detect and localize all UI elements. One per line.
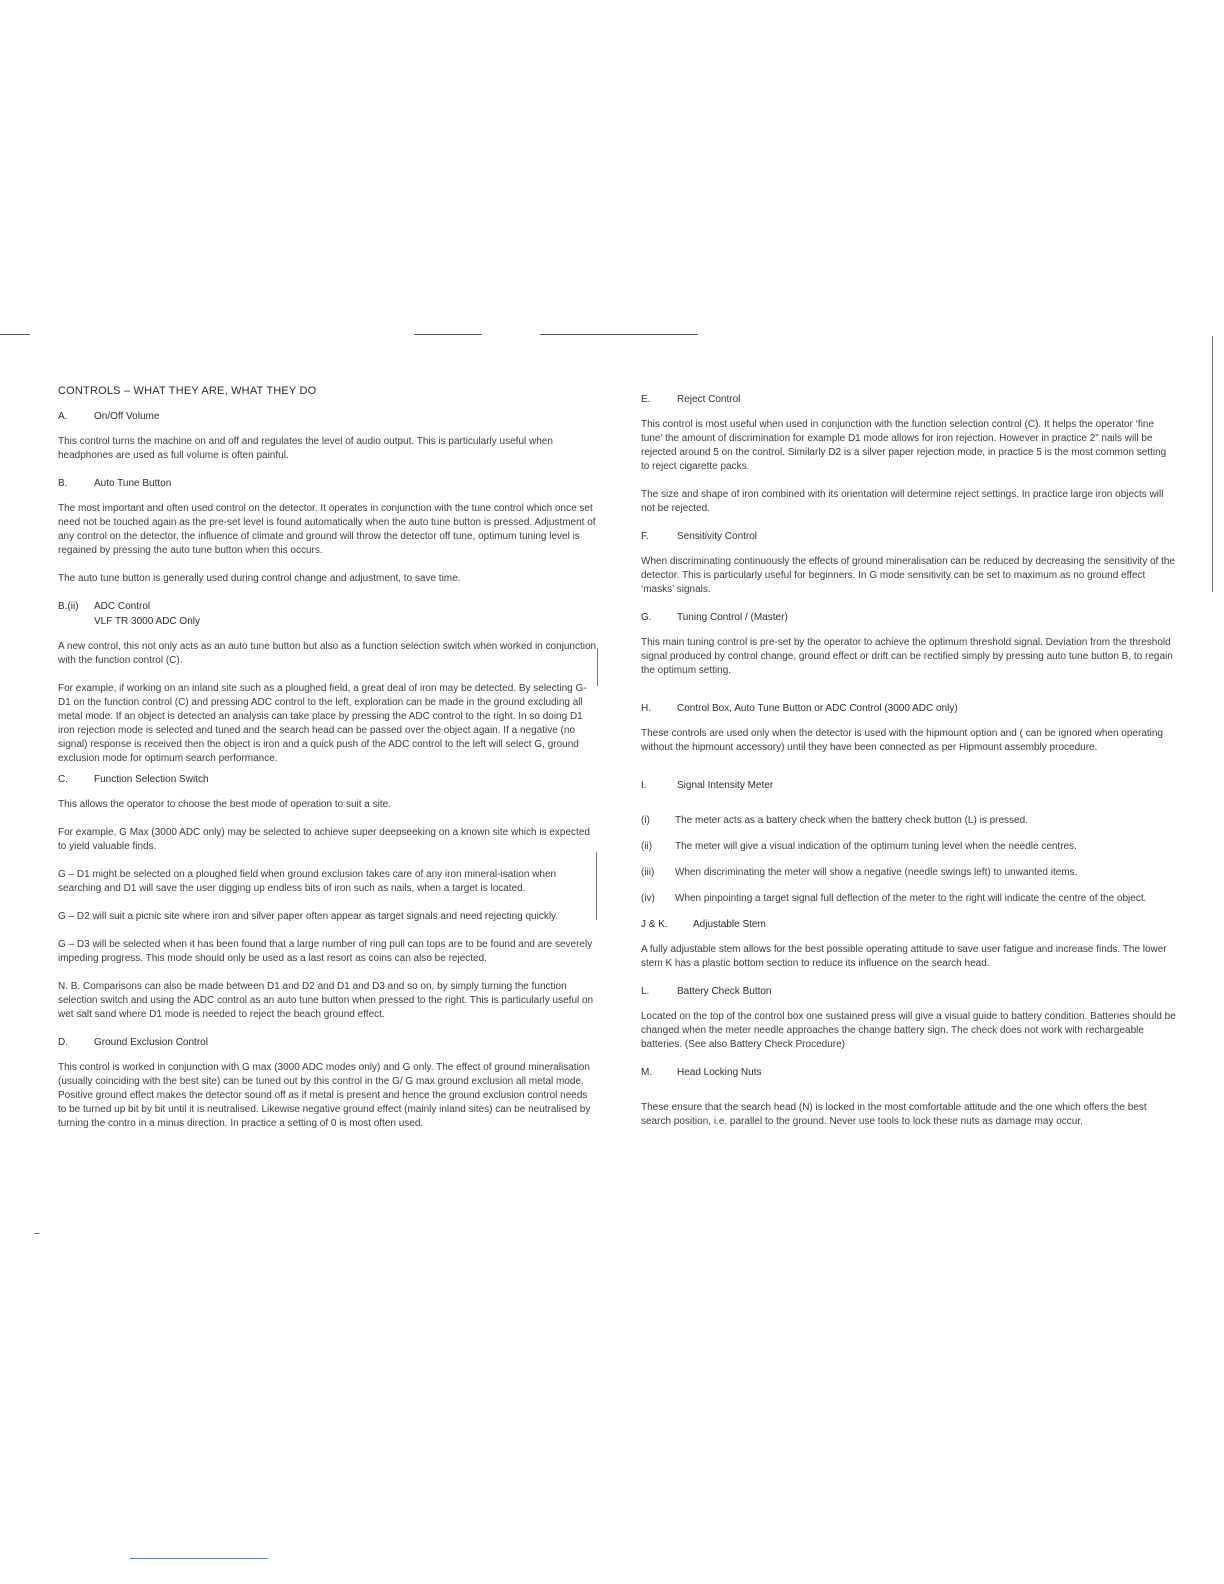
section-jk-label: J & K. <box>641 919 668 930</box>
meter-item-1 <box>641 814 1176 828</box>
section-g-heading <box>641 611 1176 625</box>
section-g-paragraph: This main tuning control is pre-set by the operator to achieve the optimum threshold signal. Deviation from the threshold signal produced by control change, ground effect or drift can be rectified simply by pressing auto tune button B, to regain the optimum setting. <box>641 637 1173 676</box>
section-i-heading <box>641 779 1176 793</box>
section-f-label: F. <box>641 531 649 542</box>
section-e-heading <box>641 393 1176 407</box>
section-f-heading <box>641 530 1176 544</box>
section-c-label: C. <box>58 774 68 785</box>
meter-item-1-num: (i) <box>641 815 650 826</box>
meter-item-2-text: The meter will give a visual indication of the optimum tuning level when the needle centres. <box>675 841 1077 852</box>
section-e-title: Reject Control <box>677 394 741 405</box>
section-l-label: L. <box>641 986 650 997</box>
section-c-paragraph-2: For example, G Max (3000 ADC only) may be selected to achieve super deepseeking on a known site which is expected to yield valuable finds. <box>58 827 590 852</box>
section-c-paragraph-6: N. B. Comparisons can also be made between D1 and D2 and D1 and D3 and so on, by simply turning the function selection switch and using the ADC control as an auto tune button when pressed to the right. This is particularly useful on wet salt sand where D1 mode is needed to reject the beach ground effect. <box>58 981 594 1020</box>
section-m-heading <box>641 1066 1176 1080</box>
section-h-label: H. <box>641 703 651 714</box>
top-rule-middle <box>414 334 482 335</box>
top-rule-right <box>540 334 698 335</box>
section-m-title: Head Locking Nuts <box>677 1067 762 1078</box>
section-h-title: Control Box, Auto Tune Button or ADC Control (3000 ADC only) <box>677 703 958 714</box>
section-b-heading <box>58 477 598 491</box>
section-jk-paragraph: A fully adjustable stem allows for the best possible operating attitude to save user fatigue and increase finds. The lower stem K has a plastic bottom section to reduce its influence on the search head. <box>641 944 1167 969</box>
section-c-paragraph-1: This allows the operator to choose the best mode of operation to suit a site. <box>58 799 391 810</box>
meter-item-4 <box>641 892 1176 906</box>
section-d-title: Ground Exclusion Control <box>94 1037 208 1048</box>
section-d-paragraph: This control is worked in conjunction with G max (3000 ADC modes only) and G only. The effect of ground mineralisation (usually coinciding with the best site) can be tuned out by this control in the G/ G max ground exclusion all metal mode. Positive ground effect makes the detector sound off as if metal is present and hence the ground exclusion control needs to be turned up bit by bit until it is neutralised. Likewise negative ground effect (mainly inland sites) can be neutralised by turning the contro in a minus direction. In practice a setting of 0 is most often used. <box>58 1062 591 1129</box>
section-b-title: Auto Tune Button <box>94 478 172 489</box>
section-bii-subheading: VLF TR 3000 ADC Only <box>94 616 200 627</box>
right-edge-line <box>1212 336 1213 592</box>
section-e-paragraph-2: The size and shape of iron combined with its orientation will determine reject settings. In practice large iron objects will not be rejected. <box>641 489 1164 514</box>
section-h-heading <box>641 702 1176 716</box>
section-f-title: Sensitivity Control <box>677 531 758 542</box>
section-h-paragraph: These controls are used only when the detector is used with the hipmount option and ( can be ignored when operating without the hipmount accessory) until they have been connected as per Hipmount assembly procedure. <box>641 728 1163 753</box>
page-title: CONTROLS – WHAT THEY ARE, WHAT THEY DO <box>58 385 317 397</box>
section-d-label: D. <box>58 1037 68 1048</box>
meter-item-4-num: (iv) <box>641 893 655 904</box>
section-m-paragraph: These ensure that the search head (N) is locked in the most comfortable attitude and the one which offers the best search position, i.e. parallel to the ground. Never use tools to lock these nuts as damage may occur. <box>641 1102 1147 1127</box>
section-c-paragraph-5: G – D3 will be selected when it has been found that a large number of ring pull can tops are to be found and are severely impeding progress. This mode should only be used as a last resort as coins can also be rejected. <box>58 939 593 964</box>
section-g-label: G. <box>641 612 652 623</box>
section-c-paragraph-3: G – D1 might be selected on a ploughed field when ground exclusion takes care of any iron mineral-isation when searching and D1 will save the user digging up endless bits of iron such as nails, when a target is located. <box>58 869 557 894</box>
section-e-paragraph-1: This control is most useful when used in conjunction with the function selection control (C). It helps the operator ‘fine tune’ the amount of discrimination for example D1 mode allows for iron rejection. However in practice 2” nails will be rejected around 5 on the control. Similarly D2 is a silver paper rejection mode, in practice 5 is the most common setting to reject cigarette packs. <box>641 419 1167 472</box>
right-column <box>641 393 1176 1143</box>
section-f-paragraph: When discriminating continuously the effects of ground mineralisation can be reduced by decreasing the sensitivity of the detector. This is particularly useful for beginners. In G mode sensitivity can be set to maximum as no ground effect ‘masks’ signals. <box>641 556 1176 595</box>
section-b-paragraph-2: The auto tune button is generally used during control change and adjustment, to save time. <box>58 573 461 584</box>
section-l-paragraph: Located on the top of the control box one sustained press will give a visual guide to battery condition. Batteries should be changed when the meter needle approaches the change battery sign. The check does not work with rechargeable batteries. (See also Battery Check Procedure) <box>641 1011 1176 1050</box>
meter-item-3 <box>641 866 1176 880</box>
section-bii-paragraph-1: A new control, this not only acts as an auto tune button but also as a function selection switch when worked in conjunction with the function control (C). <box>58 641 597 666</box>
section-a-paragraph: This control turns the machine on and off and regulates the level of audio output. This is particularly useful when headphones are used as full volume is often painful. <box>58 436 553 461</box>
meter-item-2 <box>641 840 1176 854</box>
section-c-title: Function Selection Switch <box>94 774 209 785</box>
section-c-paragraph-4: G – D2 will suit a picnic site where iron and silver paper often appear as target signals and need rejecting quickly. <box>58 911 559 922</box>
margin-dash: – <box>34 1228 40 1239</box>
meter-item-2-num: (ii) <box>641 841 653 852</box>
section-jk-title: Adjustable Stem <box>693 919 766 930</box>
bottom-rule <box>130 1558 268 1559</box>
section-b-paragraph-1: The most important and often used control on the detector. It operates in conjunction with the tune control which once set need not be touched again as the pre-set level is found automatically when the auto tune button is pressed. Adjustment of any control on the detector, the influence of climate and ground will throw the detector off tune, optimum tuning level is regained by pressing the auto tune button when this occurs. <box>58 503 596 556</box>
section-e-label: E. <box>641 394 651 405</box>
meter-item-4-text: When pinpointing a target signal full deflection of the meter to the right will indicate the centre of the object. <box>675 893 1147 904</box>
meter-item-3-num: (iii) <box>641 867 655 878</box>
section-i-label: I. <box>641 780 647 791</box>
section-c-heading <box>58 773 598 787</box>
top-rule-left <box>0 334 30 335</box>
section-bii-paragraph-2: For example, if working on an inland site such as a ploughed field, a great deal of iron may be detected. By selecting G-D1 on the function control (C) and pressing ADC control to the left, exploration can be made in the ground excluding all metal mode. If an object is detected an analysis can take place by pressing the ADC control to the right. In so doing D1 iron rejection mode is selected and tuned and the search head can be passed over the object again. If a negative (no signal) response is received then the object is iron and a quick push of the ADC control to the left will select G, ground exclusion mode for optimum search performance. <box>58 683 587 764</box>
section-i-title: Signal Intensity Meter <box>677 780 774 791</box>
section-a-heading <box>58 410 598 424</box>
section-jk-heading <box>641 918 1176 932</box>
section-g-title: Tuning Control / (Master) <box>677 612 788 623</box>
section-a-label: A. <box>58 411 68 422</box>
section-d-heading <box>58 1036 598 1050</box>
section-b-label: B. <box>58 478 68 489</box>
meter-item-1-text: The meter acts as a battery check when the battery check button (L) is pressed. <box>675 815 1028 826</box>
section-a-title: On/Off Volume <box>94 411 160 422</box>
meter-item-3-text: When discriminating the meter will show a negative (needle swings left) to unwanted items. <box>675 867 1078 878</box>
section-bii-label: B.(ii) <box>58 601 79 612</box>
section-bii-title: ADC Control <box>94 601 151 612</box>
left-column <box>58 384 598 1145</box>
section-bii-heading <box>58 600 598 614</box>
section-l-title: Battery Check Button <box>677 986 772 997</box>
section-m-label: M. <box>641 1067 653 1078</box>
section-l-heading <box>641 985 1176 999</box>
